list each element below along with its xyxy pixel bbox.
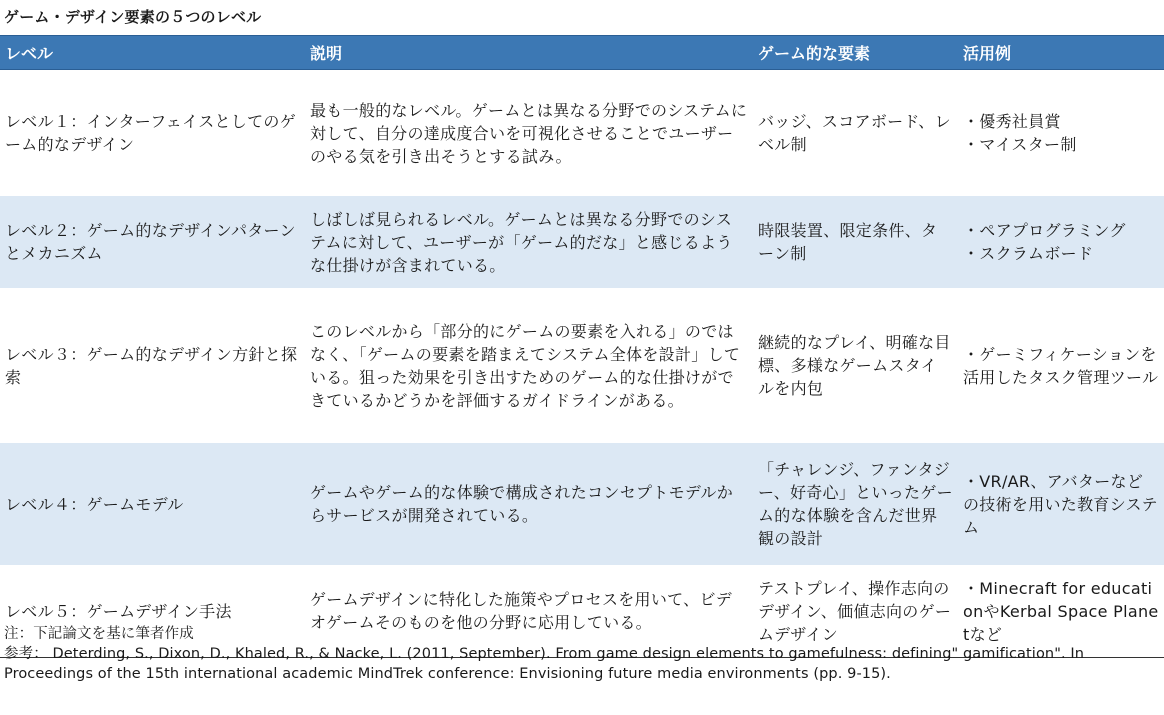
level-cell <box>0 443 305 565</box>
header-row <box>0 36 1164 70</box>
examples-cell <box>958 196 1164 288</box>
source-note: 注：下記論文を基に筆者作成 <box>4 626 194 642</box>
header-level: レベル <box>0 36 305 70</box>
table-row <box>0 196 1164 288</box>
reference-citation: 参考： Deterding, S., Dixon, D., Khaled, R., & Nacke, L. (2011, September). From game design elements to gamefulness: defining" gamification". In Proceedings of the 15th international academic MindTrek conference: Envisioning future media environments (pp. 9-15). <box>4 646 1085 682</box>
elements-cell <box>753 443 958 565</box>
description-cell <box>305 70 753 197</box>
description-text: このレベルから「部分的にゲームの要素を入れる」のではなく、「ゲームの要素を踏まえてシステム全体を設計」している。狙った効果を引き出すためのゲーム的な仕掛けができているかどうかを評価するガイドラインがある。 <box>310 321 741 410</box>
footnotes <box>4 624 1154 684</box>
level-cell <box>0 196 305 288</box>
description-cell <box>305 443 753 565</box>
examples-text: ・VR/AR、アバターなどの技術を用いた教育システム <box>963 471 1158 537</box>
examples-text: ・優秀社員賞 ・マイスター制 <box>963 112 1077 154</box>
header-examples: 活用例 <box>958 36 1164 70</box>
elements-cell <box>753 70 958 197</box>
description-text: 最も一般的なレベル。ゲームとは異なる分野でのシステムに対して、自分の達成度合いを可視化させることでユーザーのやる気を引き出そうとする試み。 <box>310 100 748 166</box>
elements-text: 継続的なプレイ、明確な目標、多様なゲームスタイルを内包 <box>758 333 951 398</box>
levels-table <box>0 35 1164 658</box>
level-text: レベル４：ゲームモデル <box>5 494 184 514</box>
elements-cell <box>753 288 958 443</box>
level-text: レベル５：ゲームデザイン手法 <box>5 601 232 621</box>
level-cell <box>0 70 305 197</box>
description-text: ゲームデザインに特化した施策やプロセスを用いて、ビデオゲームそのものを他の分野に応用している。 <box>310 590 733 632</box>
elements-text: 「チャレンジ、ファンタジー、好奇心」といったゲーム的な体験を含んだ世界観の設計 <box>758 460 953 548</box>
examples-cell <box>958 288 1164 443</box>
level-cell <box>0 288 305 443</box>
level-text: レベル３：ゲーム的なデザイン方針と探索 <box>5 344 298 387</box>
header-game-elements: ゲーム的な要素 <box>753 36 958 70</box>
elements-text: 時限装置、限定条件、ターン制 <box>758 221 938 263</box>
table-row <box>0 288 1164 443</box>
elements-text: テストプレイ、操作志向のデザイン、価値志向のゲームデザイン <box>758 578 952 644</box>
description-text: しばしば見られるレベル。ゲームとは異なる分野でのシステムに対して、ユーザーが「ゲーム的だな」と感じるような仕掛けが含まれている。 <box>310 209 733 275</box>
level-text: レベル１：インターフェイスとしてのゲーム的なデザイン <box>5 112 297 154</box>
examples-cell <box>958 443 1164 565</box>
level-text: レベル２：ゲーム的なデザインパターンとメカニズム <box>5 221 296 263</box>
header-description: 説明 <box>305 36 753 70</box>
examples-text: ・ペアプログラミング ・スクラムボード <box>963 221 1126 263</box>
elements-cell <box>753 196 958 288</box>
table-row <box>0 443 1164 565</box>
table-row <box>0 70 1164 197</box>
examples-text: ・ゲーミフィケーションを活用したタスク管理ツール <box>963 344 1159 387</box>
description-cell <box>305 288 753 443</box>
description-cell <box>305 196 753 288</box>
table-header <box>0 36 1164 70</box>
examples-text: ・Minecraft for educationやKerbal Space Planetなど <box>963 578 1159 644</box>
table-body <box>0 70 1164 658</box>
description-text: ゲームやゲーム的な体験で構成されたコンセプトモデルからサービスが開発されている。 <box>310 483 734 525</box>
examples-cell <box>958 70 1164 197</box>
elements-text: バッジ、スコアボード、レベル制 <box>758 112 951 154</box>
page-title: ゲーム・デザイン要素の５つのレベル <box>4 8 262 26</box>
